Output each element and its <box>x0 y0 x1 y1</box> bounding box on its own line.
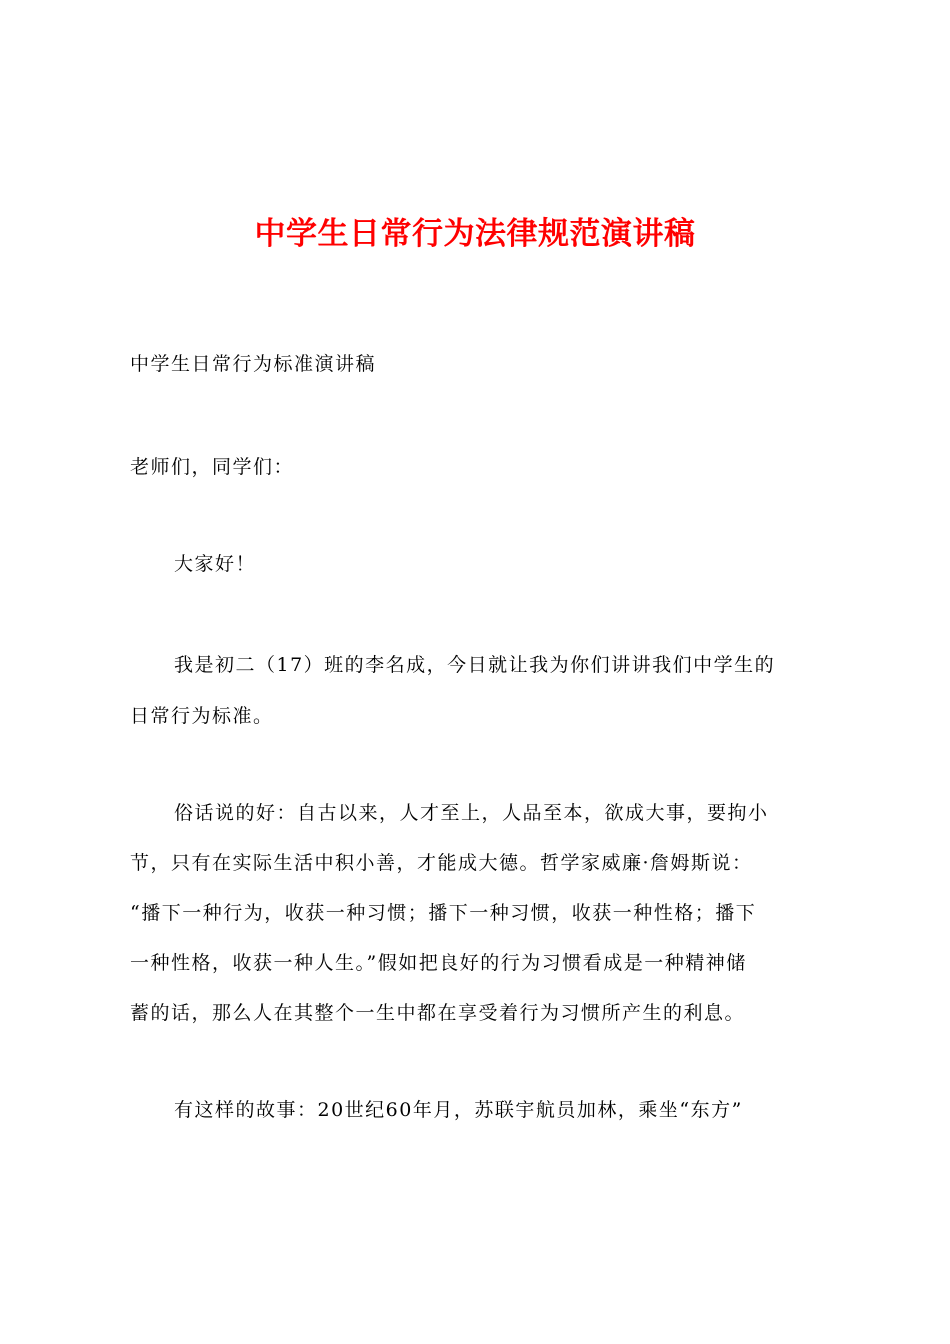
paragraph-line: 我是初二（17）班的李名成，今日就让我为你们讲讲我们中学生的 <box>174 654 776 676</box>
paragraph-line: 节，只有在实际生活中积小善，才能成大德。哲学家威廉·詹姆斯说： <box>130 852 753 874</box>
paragraph-line: 有这样的故事：20世纪60年月，苏联宇航员加林，乘坐“东方” <box>174 1099 743 1121</box>
paragraph-line: “播下一种行为，收获一种习惯；播下一种习惯，收获一种性格；播下 <box>130 902 757 924</box>
greeting-line: 大家好！ <box>174 553 257 575</box>
salutation-line: 老师们，同学们： <box>130 456 295 478</box>
paragraph-line: 日常行为标准。 <box>130 705 274 727</box>
paragraph-line: 俗话说的好：自古以来，人才至上，人品至本，欲成大事，要拘小 <box>174 802 769 824</box>
paragraph-line: 蓄的话，那么人在其整个一生中都在享受着行为习惯所产生的利息。 <box>130 1002 746 1024</box>
subtitle-line: 中学生日常行为标准演讲稿 <box>130 353 377 375</box>
paragraph-line: 一种性格，收获一种人生。”假如把良好的行为习惯看成是一种精神储 <box>130 952 747 974</box>
document-title: 中学生日常行为法律规范演讲稿 <box>254 216 696 252</box>
